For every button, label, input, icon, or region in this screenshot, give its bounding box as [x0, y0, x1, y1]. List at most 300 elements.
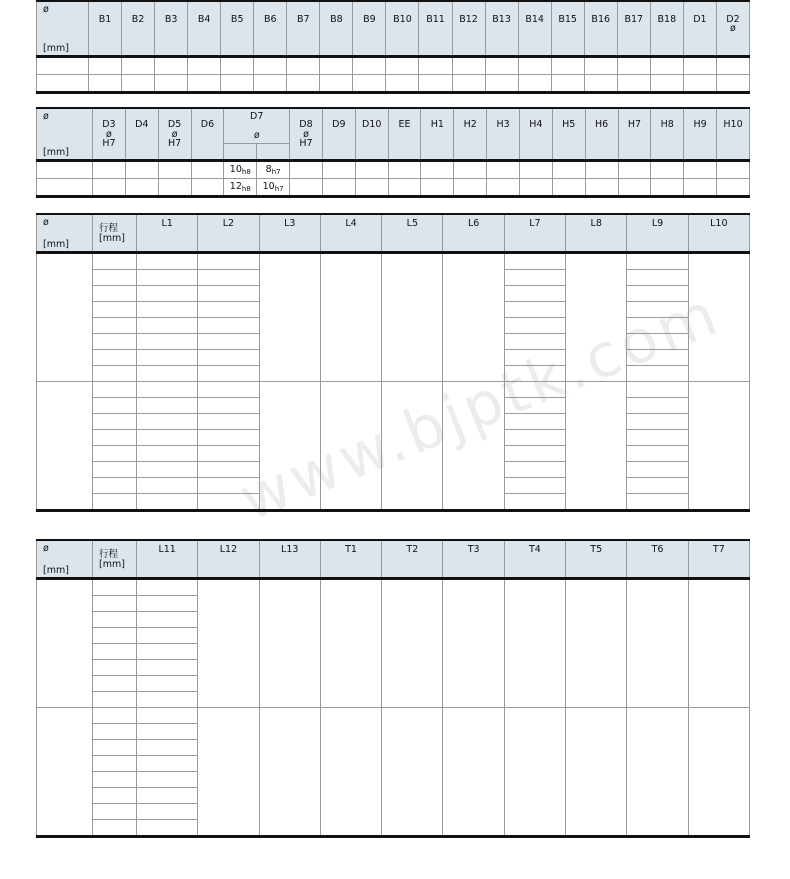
header-b5: [221, 1, 254, 57]
row-diameter: [37, 179, 93, 197]
header-gf: [224, 143, 257, 160]
header-label: B10: [393, 13, 412, 25]
cell-l9: [627, 302, 688, 318]
spacer: [666, 139, 669, 149]
table-row: [37, 253, 750, 270]
spacer: [370, 139, 373, 149]
cell-stroke: [93, 253, 137, 270]
cell-l11: [137, 772, 198, 788]
header-label: L10: [710, 218, 728, 229]
tolerance-sub: h8: [241, 167, 251, 176]
header-t4: [504, 540, 565, 579]
cell-l9: [627, 430, 688, 446]
spacer: [403, 139, 406, 149]
table-cell: [93, 161, 126, 179]
header-b4: [188, 1, 221, 57]
header-stack: [651, 117, 683, 151]
header-label: T1: [345, 544, 357, 555]
table-cell: [421, 179, 454, 197]
table-row: [37, 179, 750, 197]
cell-l7: [504, 494, 565, 511]
row-diameter: [37, 708, 93, 837]
spacer: [236, 34, 239, 44]
table-cell: [125, 179, 158, 197]
table-cell: [353, 75, 386, 93]
spacer: [566, 34, 569, 44]
header-b1: [89, 1, 122, 57]
spacer: [434, 34, 437, 44]
header-label: H8: [660, 119, 674, 131]
header-stack: [487, 117, 519, 151]
header-label: B12: [459, 13, 478, 25]
header-d9: [322, 108, 355, 161]
watermark: www.bjptk.com: [230, 278, 731, 535]
cell-l1: [137, 382, 198, 398]
header-h8: [651, 108, 684, 161]
unit-label: [mm]: [43, 146, 69, 158]
cell-l11: [137, 612, 198, 628]
cell-l6: [443, 253, 504, 382]
cell-stroke: [93, 318, 137, 334]
cell-l1: [137, 430, 198, 446]
cell-l11: [137, 579, 198, 596]
cell-t2: [382, 708, 443, 837]
cell-l2: [198, 382, 259, 398]
header-stack: [421, 117, 453, 151]
cell-l9: [627, 270, 688, 286]
table-row: [37, 57, 750, 75]
header-stack: [519, 12, 551, 46]
header-l12: [198, 540, 259, 579]
cell-l7: [504, 350, 565, 366]
header-label: L11: [158, 544, 176, 555]
header-label: B1: [98, 13, 112, 25]
spacer: [203, 34, 206, 44]
cell-l9: [627, 286, 688, 302]
cell-stroke: [93, 334, 137, 350]
table-cell: [651, 161, 684, 179]
cell-stroke: [93, 740, 137, 756]
table-cell: [485, 57, 518, 75]
header-b3: [155, 1, 188, 57]
cell-stroke: [93, 708, 137, 724]
header-stack: [221, 12, 253, 46]
cell-l7: [504, 446, 565, 462]
table-cell: [650, 57, 683, 75]
table-cell: [419, 75, 452, 93]
table-cell: [419, 57, 452, 75]
cell-l9: [627, 462, 688, 478]
cell-t1: [320, 579, 381, 708]
cell-gf: [224, 161, 257, 179]
cell-stroke: [93, 579, 137, 596]
cell-l1: [137, 494, 198, 511]
cell-t5: [566, 579, 627, 708]
cell-l13: [259, 579, 320, 708]
header-label: L1: [161, 218, 173, 229]
header-t5: [566, 540, 627, 579]
header-label: H7: [627, 119, 642, 131]
header-label: B7: [297, 13, 310, 25]
header-label: B4: [197, 13, 211, 25]
header-h10: [717, 108, 750, 161]
cell-l2: [198, 414, 259, 430]
cell-l2: [198, 446, 259, 462]
spacer: [368, 34, 371, 44]
header-label: L2: [222, 218, 235, 229]
cell-stroke: [93, 612, 137, 628]
table-cell: [584, 75, 617, 93]
header-label: T7: [712, 544, 725, 555]
cell-l1: [137, 446, 198, 462]
header-label: L8: [590, 218, 602, 229]
header-stack: [586, 117, 618, 151]
cell-l1: [137, 414, 198, 430]
cell-stroke: [93, 350, 137, 366]
header-label: D6: [200, 119, 215, 131]
table-cell: [89, 57, 122, 75]
cell-l1: [137, 478, 198, 494]
table-row: [37, 382, 750, 398]
header-stack: [717, 12, 749, 46]
table-cell: [320, 57, 353, 75]
header-l7: [504, 214, 565, 253]
header-h5: [552, 108, 585, 161]
header-ee: [388, 108, 421, 161]
cell-stroke: [93, 414, 137, 430]
header-l3: [259, 214, 320, 253]
header-stack: [684, 117, 716, 151]
cell-l9: [627, 414, 688, 430]
cell-l2: [198, 253, 259, 270]
header-b16: [584, 1, 617, 57]
header-d10: [355, 108, 388, 161]
header-stack: [93, 117, 125, 151]
header-stack: [40, 215, 92, 251]
header-h1: [421, 108, 454, 161]
table-cell: [287, 75, 320, 93]
cell-l9: [627, 446, 688, 462]
spacer: [533, 34, 536, 44]
table-cell: [651, 179, 684, 197]
header-stack: [453, 12, 485, 46]
header-label: H1: [430, 119, 444, 131]
cell-l7: [504, 462, 565, 478]
header-label: B9: [363, 13, 376, 25]
header-stack: [618, 12, 650, 46]
header-d7: [224, 108, 290, 143]
table-cell: [617, 57, 650, 75]
header-label: H5: [562, 119, 576, 131]
table-cell: [717, 161, 750, 179]
table-cell: [518, 75, 551, 93]
spacer: [599, 34, 602, 44]
unit-label: [mm]: [43, 564, 69, 576]
cell-l7: [504, 286, 565, 302]
cell-t4: [504, 708, 565, 837]
header-label: D2: [726, 13, 740, 25]
cell-l1: [137, 334, 198, 350]
value: 12: [229, 180, 242, 192]
header-stack: [224, 109, 289, 143]
header-label: B6: [263, 13, 277, 25]
cell-l7: [504, 302, 565, 318]
table-cell: [519, 179, 552, 197]
table-cell: [485, 75, 518, 93]
header-b8: [320, 1, 353, 57]
header-stack: [717, 117, 749, 151]
table-cell: [452, 57, 485, 75]
header-label: B18: [657, 13, 677, 25]
table-cell: [618, 179, 651, 197]
header-label: B13: [492, 13, 511, 25]
header-label: H9: [693, 119, 707, 131]
header-l10: [688, 214, 749, 253]
header-d5: [158, 108, 191, 161]
table-cell: [155, 57, 188, 75]
table-cell: [584, 57, 617, 75]
spacer: [534, 139, 537, 149]
cell-l12: [198, 579, 259, 708]
header-b12: [452, 1, 485, 57]
cell-l11: [137, 804, 198, 820]
header-label: D3: [102, 119, 116, 131]
cell-l1: [137, 462, 198, 478]
header-label: H3: [496, 119, 510, 131]
spacer: [137, 34, 140, 44]
header-label: D10: [361, 119, 382, 131]
table-row: [37, 161, 750, 179]
cell-stroke: [93, 628, 137, 644]
header-label: B17: [624, 13, 644, 25]
table-cell: [388, 161, 421, 179]
header-t3: [443, 540, 504, 579]
table-cell: [684, 179, 717, 197]
cell-l9: [627, 494, 688, 511]
cell-l13: [259, 708, 320, 837]
header-l1: [137, 214, 198, 253]
cell-stroke: [93, 286, 137, 302]
cell-l9: [627, 318, 688, 334]
cell-stroke: [93, 382, 137, 398]
diameter-symbol: ø: [106, 128, 112, 140]
unit-label: [mm]: [43, 238, 69, 250]
tolerance-sub: h7: [271, 167, 281, 176]
cell-l2: [198, 398, 259, 414]
header-stack: [40, 109, 92, 159]
cell-l2: [198, 286, 259, 302]
spacer: [104, 34, 107, 44]
cell-l4: [320, 253, 381, 382]
header-b9: [353, 1, 386, 57]
cell-stroke: [93, 676, 137, 692]
header-d4: [125, 108, 158, 161]
spacer: [600, 139, 603, 149]
diameter-symbol: ø: [43, 111, 49, 122]
header-label: B16: [591, 13, 611, 25]
header-label: T4: [529, 544, 541, 555]
cell-stroke: [93, 644, 137, 660]
table-cell: [585, 161, 618, 179]
cell-stroke: [93, 270, 137, 286]
header-label: B2: [131, 13, 145, 25]
cell-t6: [627, 579, 688, 708]
tolerance-sub: h8: [241, 184, 251, 193]
cell-l7: [504, 366, 565, 382]
header-diameter: [37, 540, 93, 579]
header-stack: [192, 117, 224, 151]
table-cell: [322, 161, 355, 179]
header-label: L9: [651, 218, 664, 229]
unit-label: [mm]: [43, 42, 69, 54]
header-b2: [122, 1, 155, 57]
cell-l10: [688, 253, 749, 382]
header-l13: [259, 540, 320, 579]
cell-l7: [504, 430, 565, 446]
header-label: L3: [284, 218, 296, 229]
cell-stroke: [93, 788, 137, 804]
header-l6: [443, 214, 504, 253]
header-label: B14: [525, 13, 544, 25]
cell-l7: [504, 253, 565, 270]
unit-label: [mm]: [99, 232, 125, 244]
tolerance-sub: h7: [274, 184, 284, 193]
dimension-table-l1-l10: [36, 213, 750, 512]
spacer: [170, 34, 173, 44]
header-label: T6: [651, 544, 664, 555]
header-label: D7: [250, 111, 264, 122]
table-cell: [188, 75, 221, 93]
cell-stroke: [93, 446, 137, 462]
cell-t4: [504, 579, 565, 708]
header-stack: [188, 12, 220, 46]
row-diameter: [37, 57, 89, 75]
tolerance-label: H7: [168, 138, 182, 150]
table-cell: [254, 75, 287, 93]
cell-l2: [198, 302, 259, 318]
header-h3: [487, 108, 520, 161]
cell-l7: [504, 334, 565, 350]
cell-kf: [257, 179, 290, 197]
cell-stroke: [93, 660, 137, 676]
cell-l2: [198, 430, 259, 446]
cell-l8: [566, 253, 627, 382]
table-cell: [618, 161, 651, 179]
header-label: D9: [332, 119, 346, 131]
dimension-table-l11-t7: [36, 539, 750, 838]
table-cell: [518, 57, 551, 75]
header-b15: [551, 1, 584, 57]
table-cell: [320, 75, 353, 93]
header-l11: [137, 540, 198, 579]
row-diameter: [37, 253, 93, 382]
header-stack: [386, 12, 418, 46]
table-row: [37, 579, 750, 596]
value: 10: [229, 163, 242, 175]
dimension-table-b: [36, 0, 750, 94]
cell-l11: [137, 756, 198, 772]
diameter-symbol: ø: [730, 23, 736, 35]
spacer: [401, 34, 404, 44]
cell-l11: [137, 820, 198, 837]
header-diameter: [37, 108, 93, 161]
header-stack: [454, 117, 486, 151]
header-label: T3: [467, 544, 480, 555]
header-stack: [155, 12, 187, 46]
table-cell: [287, 57, 320, 75]
cell-l7: [504, 478, 565, 494]
header-diameter: [37, 1, 89, 57]
header-kf: [257, 143, 290, 160]
cell-t3: [443, 708, 504, 837]
header-d6: [191, 108, 224, 161]
header-stack: [389, 117, 421, 151]
header-l4: [320, 214, 381, 253]
cell-l2: [198, 478, 259, 494]
cell-l11: [137, 724, 198, 740]
table-cell: [290, 179, 323, 197]
spacer: [337, 139, 340, 149]
spacer: [206, 139, 209, 149]
table-cell: [89, 75, 122, 93]
spacer: [500, 34, 503, 44]
header-l9: [627, 214, 688, 253]
header-label: H2: [463, 119, 477, 131]
header-stack: [89, 12, 121, 46]
cell-stroke: [93, 462, 137, 478]
header-label: D5: [167, 119, 182, 131]
cell-l11: [137, 644, 198, 660]
spacer: [43, 130, 46, 140]
header-d2: [716, 1, 749, 57]
cell-l7: [504, 398, 565, 414]
header-h9: [684, 108, 717, 161]
tolerance-label: H7: [299, 138, 313, 150]
header-l2: [198, 214, 259, 253]
cell-l5: [382, 382, 443, 511]
table-cell: [683, 57, 716, 75]
table-cell: [585, 179, 618, 197]
table-cell: [650, 75, 683, 93]
cell-l11: [137, 676, 198, 692]
spacer: [567, 139, 570, 149]
cell-t7: [688, 708, 749, 837]
header-b14: [518, 1, 551, 57]
header-stack: [356, 117, 388, 151]
table-cell: [454, 179, 487, 197]
table-cell: [552, 179, 585, 197]
header-label: B3: [164, 13, 178, 25]
header-b18: [650, 1, 683, 57]
cell-l9: [627, 398, 688, 414]
cell-stroke: [93, 756, 137, 772]
cell-stroke: [93, 430, 137, 446]
cell-gf: [224, 179, 257, 197]
cell-stroke: [93, 366, 137, 382]
header-h2: [454, 108, 487, 161]
header-label: L12: [219, 544, 238, 555]
table-cell: [386, 75, 419, 93]
cell-l11: [137, 660, 198, 676]
table-cell: [191, 179, 224, 197]
header-h6: [585, 108, 618, 161]
header-b17: [617, 1, 650, 57]
stroke-label: 行程: [99, 549, 119, 560]
table-cell: [322, 179, 355, 197]
cell-l9: [627, 382, 688, 398]
spacer: [732, 139, 735, 149]
table-cell: [519, 161, 552, 179]
